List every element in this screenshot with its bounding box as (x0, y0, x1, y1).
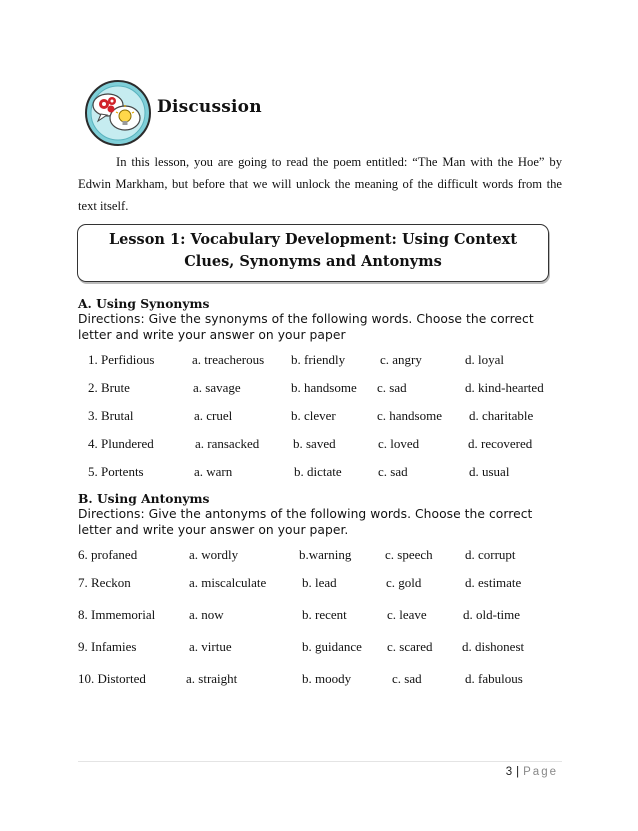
footer-divider (78, 761, 562, 762)
choice-c: c. scared (387, 639, 433, 654)
choice-b: b. guidance (302, 639, 362, 654)
antonym-item (0, 575, 638, 593)
intro-text: In this lesson, you are going to read the poem entitled: “The Man with the Hoe” by Edwin Markham, but before that we will unlock the meaning of the difficult words from the text itself. (78, 155, 562, 213)
item-word: 9. Infamies (78, 639, 137, 654)
choice-c: c. leave (387, 607, 427, 622)
synonym-item (0, 408, 638, 426)
synonym-item (0, 380, 638, 398)
item-word: 7. Reckon (78, 575, 131, 590)
choice-d: d. fabulous (465, 671, 523, 686)
choice-d: d. usual (469, 464, 510, 479)
choice-a: a. warn (194, 464, 233, 479)
choice-a: a. virtue (189, 639, 232, 654)
item-word: 5. Portents (88, 464, 144, 479)
synonyms-directions: Directions: Give the synonyms of the following words. Choose the correct letter and write your answer on your paper (78, 312, 534, 342)
antonym-item (0, 671, 638, 689)
lesson-title (78, 229, 548, 273)
item-word: 1. Perfidious (88, 352, 155, 367)
choice-b: b. saved (293, 436, 336, 451)
choice-d: d. estimate (465, 575, 522, 590)
choice-d: d. kind-hearted (465, 380, 544, 395)
choice-a: a. treacherous (192, 352, 265, 367)
choice-b: b. moody (302, 671, 352, 686)
choice-d: d. recovered (468, 436, 533, 451)
choice-c: c. sad (377, 380, 407, 395)
choice-c: c. gold (386, 575, 422, 590)
choice-b: b. clever (291, 408, 336, 423)
choice-d: d. loyal (465, 352, 504, 367)
choice-c: c. loved (378, 436, 420, 451)
antonym-item (0, 639, 638, 657)
antonym-item (0, 547, 638, 565)
choice-d: d. charitable (469, 408, 534, 423)
choice-c: c. speech (385, 547, 433, 562)
page-number: 3 (505, 766, 513, 778)
choice-a: a. wordly (189, 547, 239, 562)
synonyms-heading: A. Using Synonyms (78, 296, 210, 311)
page-footer (506, 766, 558, 778)
choice-d: d. corrupt (465, 547, 516, 562)
page-label: Page (523, 766, 558, 778)
choice-b: b. handsome (291, 380, 357, 395)
antonyms-heading: B. Using Antonyms (78, 491, 210, 506)
item-word: 2. Brute (88, 380, 130, 395)
choice-b: b.warning (299, 547, 352, 562)
choice-d: d. old-time (463, 607, 521, 622)
choice-c: c. angry (380, 352, 422, 367)
antonyms-directions: Directions: Give the antonyms of the following words. Choose the correct letter and write your answer on your paper. (78, 507, 533, 537)
lesson-title-line-2: Clues, Synonyms and Antonyms (184, 253, 442, 270)
item-word: 3. Brutal (88, 408, 134, 423)
synonym-item (0, 436, 638, 454)
choice-b: b. friendly (291, 352, 346, 367)
section-title: Discussion (157, 97, 262, 117)
choice-c: c. handsome (377, 408, 442, 423)
choice-a: a. straight (186, 671, 238, 686)
choice-a: a. savage (193, 380, 241, 395)
choice-c: c. sad (392, 671, 422, 686)
choice-d: d. dishonest (462, 639, 525, 654)
footer-separator: | (516, 766, 520, 778)
antonym-item (0, 607, 638, 625)
choice-a: a. now (189, 607, 224, 622)
item-word: 8. Immemorial (78, 607, 156, 622)
choice-a: a. ransacked (195, 436, 260, 451)
choice-a: a. cruel (194, 408, 233, 423)
idea-bulb-icon (84, 79, 152, 147)
choice-b: b. dictate (294, 464, 342, 479)
choice-b: b. recent (302, 607, 347, 622)
synonym-item (0, 464, 638, 482)
choice-b: b. lead (302, 575, 337, 590)
synonym-item (0, 352, 638, 370)
item-word: 4. Plundered (88, 436, 154, 451)
choice-a: a. miscalculate (189, 575, 267, 590)
intro-paragraph (78, 151, 562, 217)
lesson-title-box (77, 224, 549, 282)
choice-c: c. sad (378, 464, 408, 479)
lesson-title-line-1: Lesson 1: Vocabulary Development: Using Context (108, 231, 518, 248)
item-word: 10. Distorted (78, 671, 146, 686)
item-word: 6. profaned (78, 547, 138, 562)
